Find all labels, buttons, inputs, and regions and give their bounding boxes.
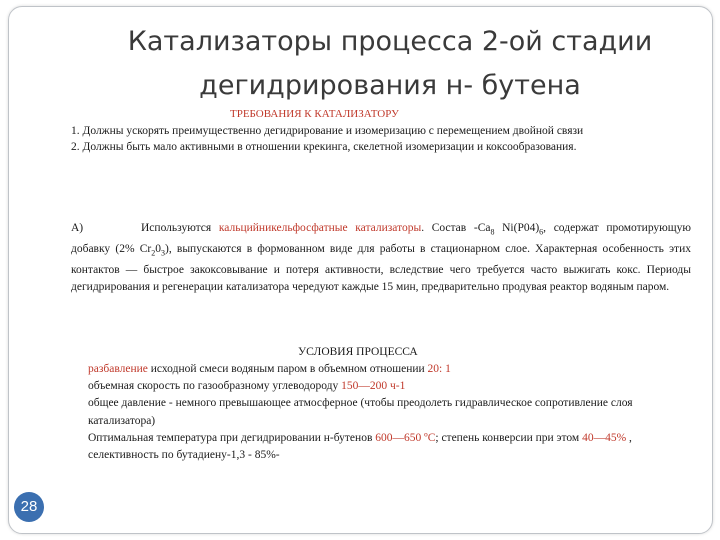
requirements-list [71, 124, 691, 155]
condition-4-value: 600—650 ºС [375, 431, 436, 444]
condition-3-text: общее давление - немного превышающее атмосферное (чтобы преодолеть гидравлическое сопротивление слоя катализатора) [88, 397, 633, 427]
catalyst-a-formula-pre: . Состав -Са [421, 222, 491, 234]
condition-4-value-2: 40—45% [582, 431, 627, 444]
condition-1-term: разбавление [88, 363, 148, 375]
formula-sub-3: 2 [151, 248, 156, 258]
condition-2-text: объемная скорость по газообразному углеводороду [88, 380, 342, 393]
catalyst-a-formula-mid: Ni(Р04) [494, 222, 540, 234]
slide-title [80, 20, 700, 108]
title-line-2: дегидрирования н- бутена [199, 70, 581, 101]
condition-4-text: Оптимальная температура при дегидрировании н-бутенов [88, 431, 376, 444]
formula-sub-1: 8 [490, 227, 495, 237]
condition-3 [88, 395, 688, 429]
condition-1-text: исходной смеси водяным паром в объемном отношении [147, 363, 428, 375]
condition-4 [88, 430, 688, 464]
condition-1 [88, 361, 688, 378]
page-number-badge: 28 [14, 492, 44, 522]
formula-sub-2: 6 [539, 227, 544, 237]
requirement-2: 2. Должны быть мало активными в отношении крекинга, скелетной изомеризации и коксообразования. [71, 140, 577, 153]
catalyst-a-highlight: кальцийникельфосфатные катализаторы [218, 222, 422, 234]
formula-sub-4: 3 [160, 248, 165, 258]
requirements-heading: ТРЕБОВАНИЯ К КАТАЛИЗАТОРУ [230, 108, 399, 120]
conditions-heading: УСЛОВИЯ ПРОЦЕССА [298, 346, 418, 358]
catalyst-a-label: А) [71, 222, 84, 234]
condition-4-text-2: ; степень конверсии при этом [435, 431, 583, 444]
condition-2-value: 150—200 ч-1 [341, 380, 406, 393]
title-line-1: Катализаторы процесса 2-ой стадии [127, 26, 653, 57]
requirement-1: 1. Должны ускорять преимущественно дегидрирование и изомеризацию с перемещением двойной связи [71, 125, 584, 137]
catalyst-a-text-after: ), выпускаются в формованном виде для работы в стационарном слое. Характерная особенность этих контактов — быстрое закоксовывание и потеря активности, вследствие чего требуется часто выжигать кокс. Периоды дегидрирования и регенерации катализатора чередуют каждые 15 мин, предварительно продувая реактор водяным паром. [71, 243, 691, 293]
catalyst-a-text-mid: , содержат промотирующую добавку (2% Сr [71, 222, 691, 255]
catalyst-a-text-mid2: 0 [155, 243, 161, 255]
condition-2 [88, 378, 688, 395]
condition-4-text-3: , селективность по бутадиену-1,3 - 85%- [88, 431, 632, 462]
catalyst-a-text-1: Используются [141, 222, 219, 234]
condition-1-value: 20: 1 [427, 363, 451, 375]
catalyst-a-paragraph [71, 220, 691, 295]
conditions-list [88, 361, 688, 464]
